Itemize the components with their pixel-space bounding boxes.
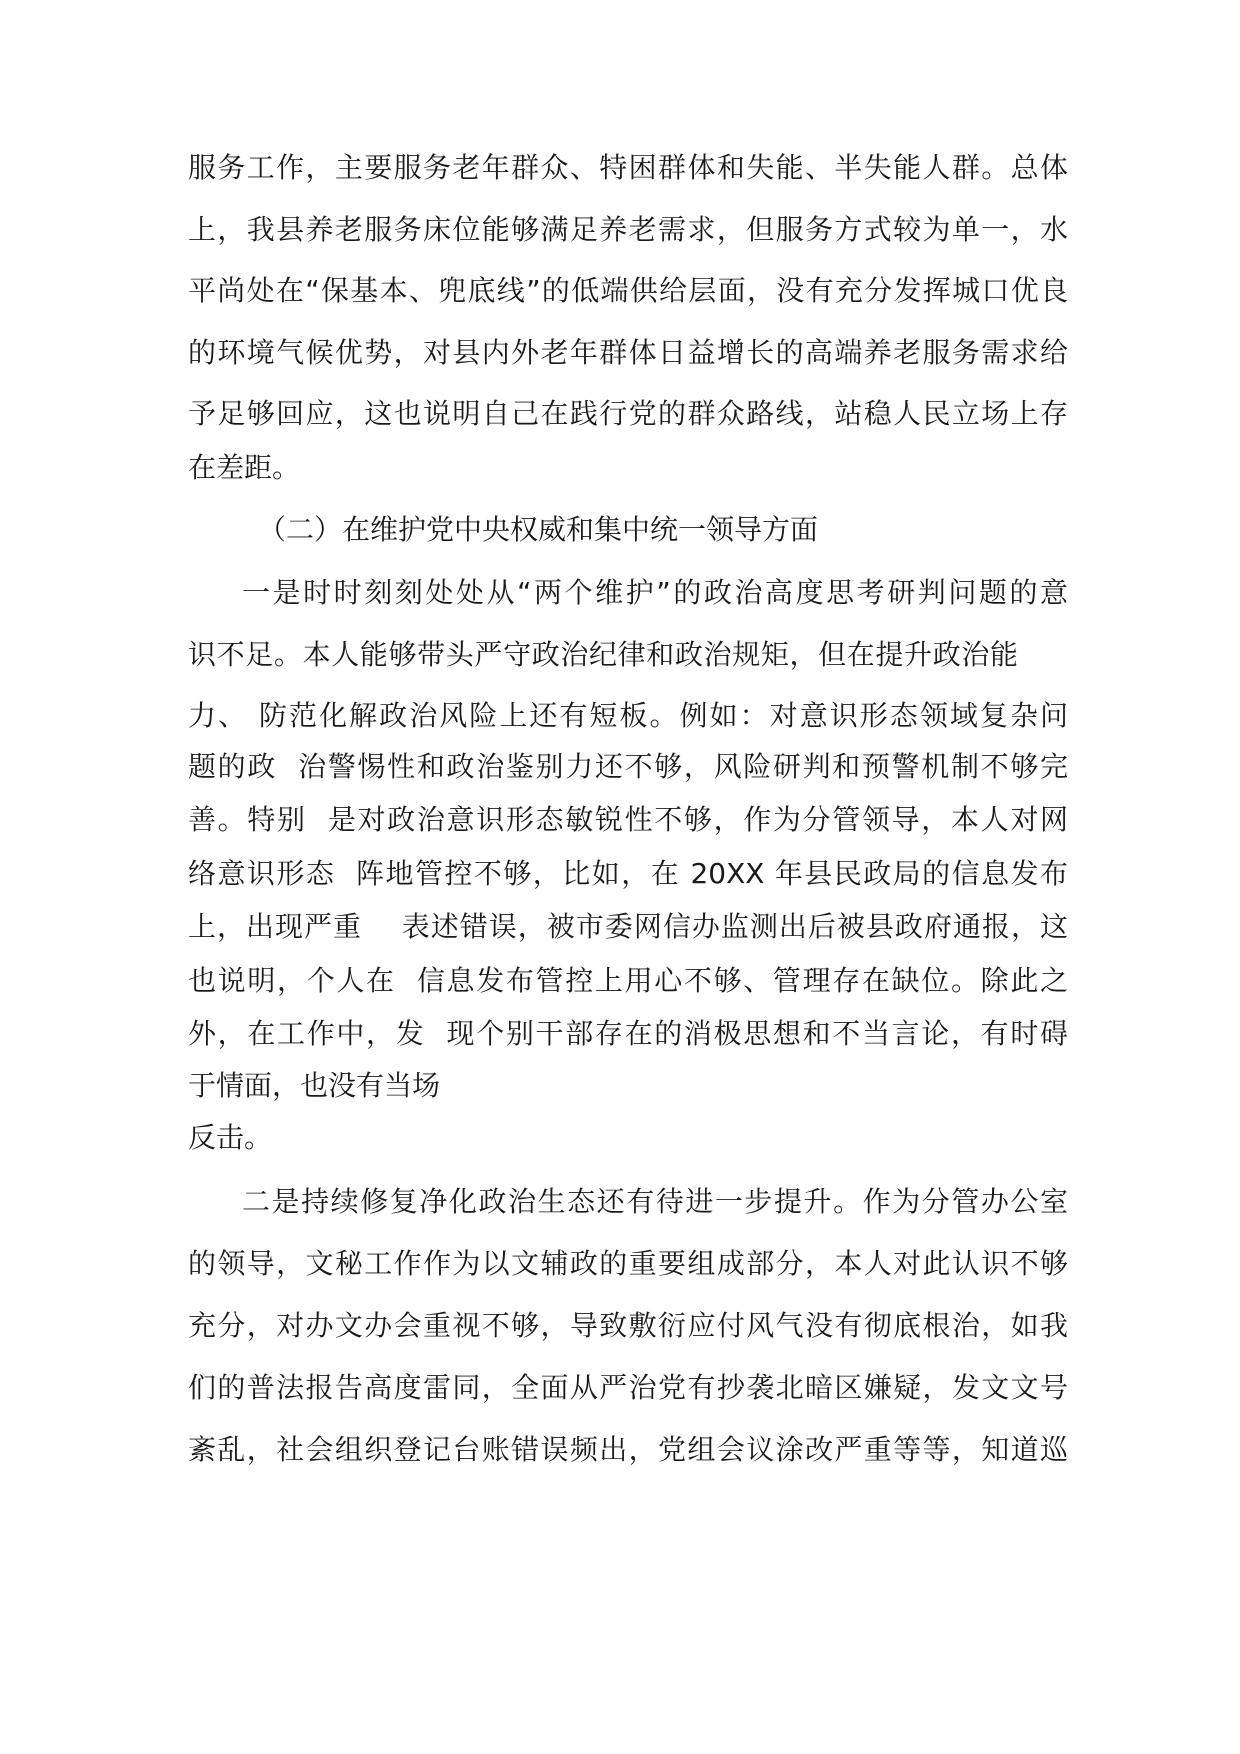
text-line: 于情面，也没有当场 [188,1069,441,1102]
text-line: 们的普法报告高度雷同，全面从严治党有抄袭北暗区嫌疑，发文文号 [188,1371,1068,1404]
text-line: 予足够回应，这也说明自己在践行党的群众路线，站稳人民立场上存 [188,397,1068,430]
text-line: 紊乱，社会组织登记台账错误频出，党组会议涂改严重等等，知道巡 [188,1433,1068,1466]
text-line: 也说明，个人在 信息发布管控上用心不够、管理存在缺位。除此之 [188,964,1068,997]
text-line: 反击。 [188,1121,273,1154]
text-line: 在差距。 [188,451,301,484]
text-line: 题的政 治警惕性和政治鉴别力还不够，风险研判和预警机制不够完 [188,750,1068,783]
text-line: 力、 防范化解政治风险上还有短板。例如：对意识形态领域复杂问 [188,699,1068,732]
text-line: 络意识形态 阵地管控不够，比如，在 20XX 年县民政局的信息发布 [188,857,1068,890]
text-line: 识不足。本人能够带头严守政治纪律和政治规矩，但在提升政治能 [188,638,1018,671]
text-line: 充分，对办文办会重视不够，导致敷衍应付风气没有彻底根治，如我 [188,1309,1068,1342]
text-line: 平尚处在“保基本、兜底线”的低端供给层面，没有充分发挥城口优良 [188,274,1068,307]
text-line: 善。特别 是对政治意识形态敏锐性不够，作为分管领导，本人对网 [188,803,1068,836]
section-heading: （二）在维护党中央权威和集中统一领导方面 [258,513,819,546]
text-line: 二是持续修复净化政治生态还有待进一步提升。作为分管办公室 [242,1185,1068,1218]
text-line: 上，出现严重 表述错误，被市委网信办监测出后被县政府通报，这 [188,910,1068,943]
text-line: 上，我县养老服务床位能够满足养老需求，但服务方式较为单一，水 [188,213,1068,246]
text-line: 外，在工作中，发 现个别干部存在的消极思想和不当言论，有时碍 [188,1017,1068,1050]
text-line: 的环境气候优势，对县内外老年群体日益增长的高端养老服务需求给 [188,336,1068,369]
text-line: 的领导，文秘工作作为以文辅政的重要组成部分，本人对此认识不够 [188,1247,1068,1280]
text-line: 一是时时刻刻处处从“两个维护”的政治高度思考研判问题的意 [242,576,1068,609]
text-line: 服务工作，主要服务老年群众、特困群体和失能、半失能人群。总体 [188,151,1068,184]
